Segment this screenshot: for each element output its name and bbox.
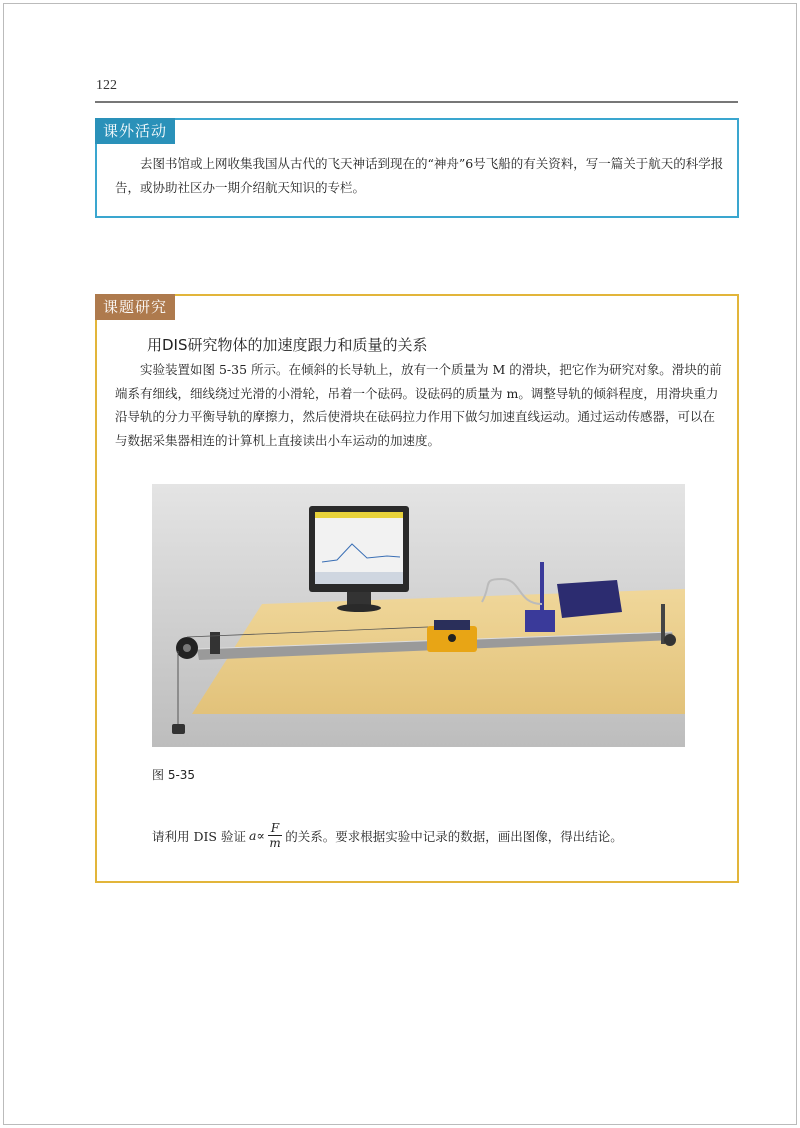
activity-label: 课外活动 <box>95 118 175 144</box>
research-label: 课题研究 <box>95 294 175 320</box>
page-number: 122 <box>96 78 117 93</box>
research-title: 用DIS研究物体的加速度跟力和质量的关系 <box>147 336 428 354</box>
experiment-photo <box>152 484 685 747</box>
formula-lhs: a∝ <box>248 828 265 843</box>
task-prefix: 请利用 DIS 验证 <box>152 828 246 844</box>
research-task <box>152 821 623 850</box>
formula-numerator: F <box>268 821 282 836</box>
task-suffix: 的关系。要求根据实验中记录的数据，画出图像，得出结论。 <box>285 828 623 844</box>
header-rule <box>95 101 738 103</box>
activity-box <box>95 118 739 218</box>
figure-caption: 图 5-35 <box>152 768 196 782</box>
formula-denominator: m <box>269 836 281 850</box>
activity-text: 去图书馆或上网收集我国从古代的飞天神话到现在的“神舟”6号飞船的有关资料，写一篇关于航天的科学报告，或协助社区办一期介绍航天知识的专栏。 <box>115 156 724 195</box>
research-box <box>95 294 739 883</box>
research-paragraph: 实验装置如图 5-35 所示。在倾斜的长导轨上，放有一个质量为 M 的滑块，把它作为研究对象。滑块的前端系有细线，细线绕过光滑的小滑轮，吊着一个砝码。设砝码的质量为 m。调整导轨的倾斜程度，用滑块重力沿导轨的分力平衡导轨的摩擦力，然后使滑块在砝码拉力作用下做匀加速直线运动。通过运动传感器，可以在与数据采集器相连的计算机上直接读出小车运动的加速度。 <box>115 362 722 448</box>
formula-fraction <box>268 821 282 850</box>
